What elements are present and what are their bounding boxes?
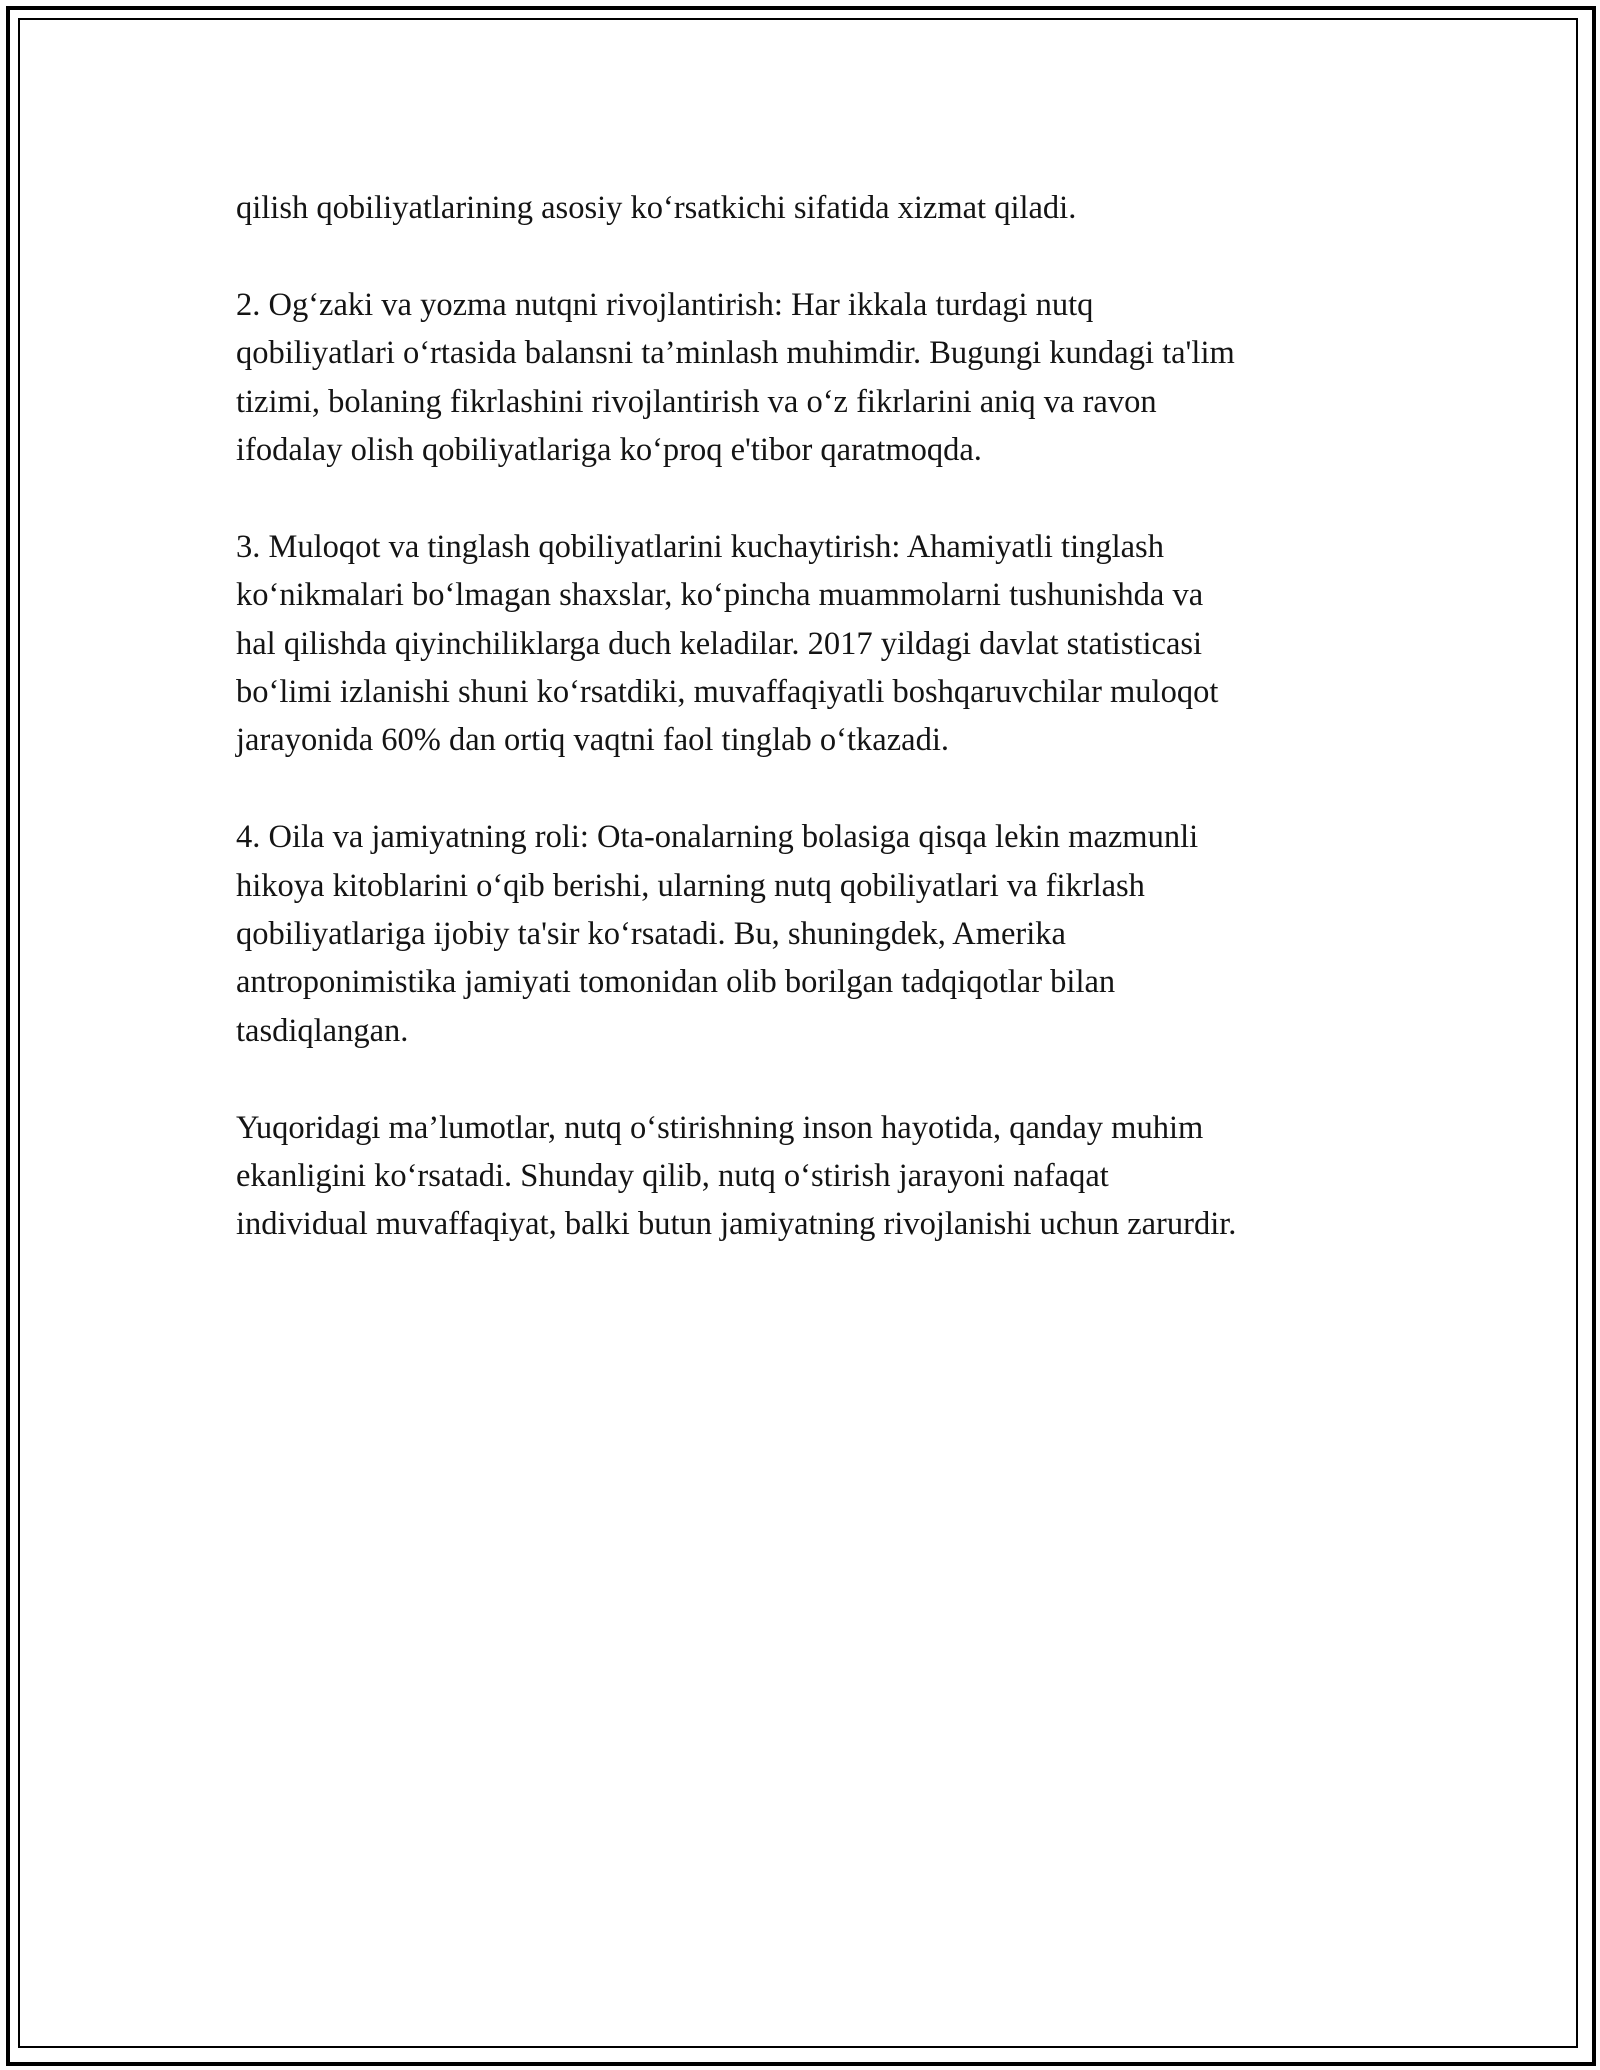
paragraph-item-3: 3. Muloqot va tinglash qobiliyatlarini kuchaytirish: Ahamiyatli tinglash ko‘nikmalari bo‘lmagan shaxslar, ko‘pincha muammolarni tushunishda va hal qilishda qiyinchiliklarga duch keladilar. 2017 yildagi davlat statisticasi bo‘limi izlanishi shuni ko‘rsatdiki, muvaffaqiyatli boshqaruvchilar muloqot jarayonida 60% dan ortiq vaqtni faol tinglab o‘tkazadi. — [236, 528, 1219, 759]
paragraph-continuation: qilish qobiliyatlarining asosiy ko‘rsatkichi sifatida xizmat qiladi. — [236, 190, 1077, 226]
paragraph-conclusion: Yuqoridagi ma’lumotlar, nutq o‘stirishning inson hayotida, qanday muhim ekanligini ko‘rsatadi. Shunday qilib, nutq o‘stirish jarayoni nafaqat individual muvaffaqiyat, balki butun jamiyatning rivojlanishi uchun zarurdir. — [236, 1109, 1237, 1243]
paragraph-item-2: 2. Og‘zaki va yozma nutqni rivojlantirish: Har ikkala turdagi nutq qobiliyatlari o‘rtasida balansni ta’minlash muhimdir. Bugungi kundagi ta'lim tizimi, bolaning fikrlashini rivojlantirish va o‘z fikrlarini aniq va ravon ifodalay olish qobiliyatlariga ko‘proq e'tibor qaratmoqda. — [236, 286, 1235, 469]
paragraph-item-4: 4. Oila va jamiyatning roli: Ota-onalarning bolasiga qisqa lekin mazmunli hikoya kitoblarini o‘qib berishi, ularning nutq qobiliyatlari va fikrlash qobiliyatlariga ijobiy ta'sir ko‘rsatadi. Bu, shuningdek, Amerika antroponimistika jamiyati tomonidan olib borilgan tadqiqotlar bilan tasdiqlangan. — [236, 819, 1199, 1049]
document-body — [236, 184, 1376, 1249]
